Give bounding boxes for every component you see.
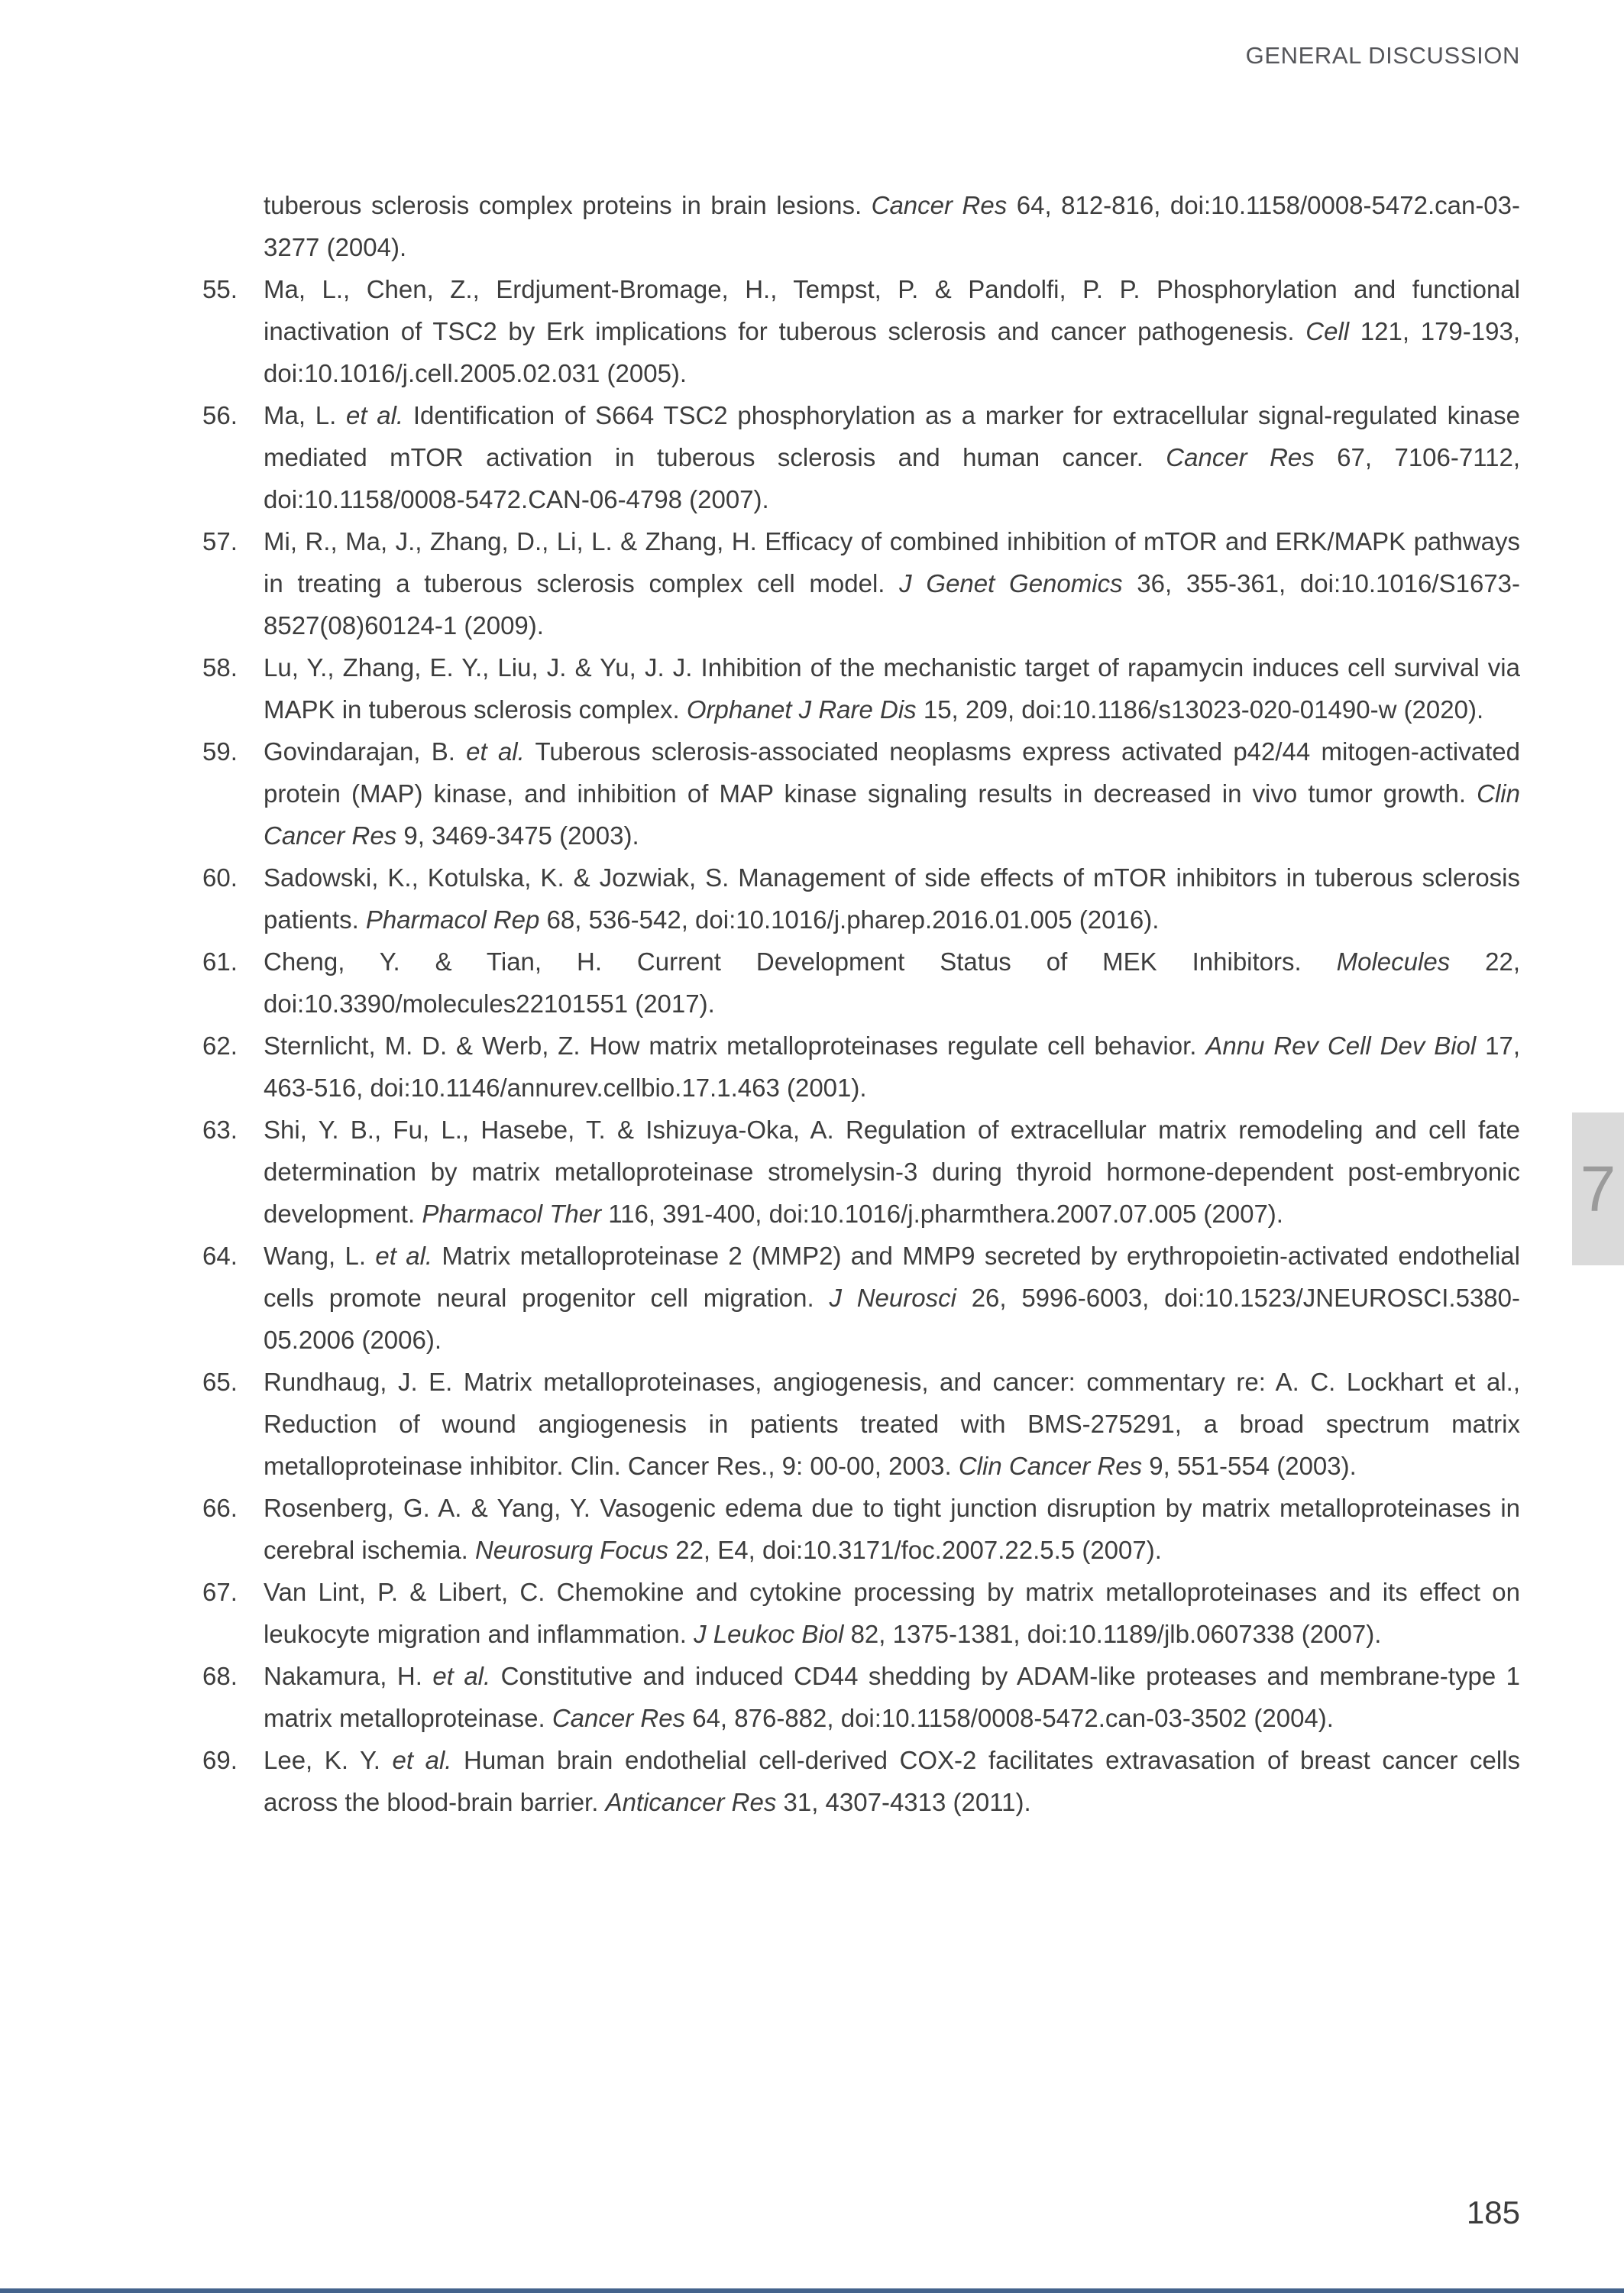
reference-item xyxy=(202,1025,1520,1109)
reference-item xyxy=(202,1655,1520,1739)
reference-number xyxy=(202,184,264,268)
reference-number: 64. xyxy=(202,1242,238,1270)
reference-number: 63. xyxy=(202,1116,238,1144)
reference-number: 68. xyxy=(202,1662,238,1690)
reference-number: 62. xyxy=(202,1032,238,1060)
page-number: 185 xyxy=(1466,2194,1520,2230)
reference-item xyxy=(202,268,1520,394)
reference-number: 65. xyxy=(202,1368,238,1396)
reference-item xyxy=(202,1109,1520,1235)
reference-number: 58. xyxy=(202,653,238,682)
reference-number: 61. xyxy=(202,947,238,976)
reference-text: Lee, K. Y. et al. Human brain endothelial cell-derived COX-2 facilitates extravasation of breast cancer cells across the blood-brain barrier. Anticancer Res 31, 4307-4313 (2011). xyxy=(264,1746,1521,1816)
reference-text: Ma, L., Chen, Z., Erdjument-Bromage, H., Tempst, P. & Pandolfi, P. P. Phosphorylation and functional inactivation of TSC2 by Erk implications for tuberous sclerosis and cancer pathogenesis. Cell 121, 179-193, doi:10.1016/j.cell.2005.02.031 (2005). xyxy=(264,275,1521,387)
chapter-number: 7 xyxy=(1580,1153,1616,1225)
reference-item xyxy=(202,1487,1520,1571)
reference-item xyxy=(202,646,1520,730)
running-header: GENERAL DISCUSSION xyxy=(1245,42,1520,69)
reference-item xyxy=(202,520,1520,646)
reference-number: 56. xyxy=(202,401,238,429)
reference-number: 60. xyxy=(202,863,238,892)
reference-item xyxy=(202,857,1520,941)
page-content xyxy=(202,0,1520,1823)
reference-item xyxy=(202,394,1520,520)
reference-item xyxy=(202,730,1520,857)
references-list xyxy=(202,184,1520,1823)
reference-text: Govindarajan, B. et al. Tuberous sclerosis-associated neoplasms express activated p42/44 mitogen-activated protein (MAP) kinase, and inhibition of MAP kinase signaling results in decreased in vivo tumor growth. Clin Cancer Res 9, 3469-3475 (2003). xyxy=(264,737,1520,850)
reference-number: 66. xyxy=(202,1494,238,1522)
reference-number: 67. xyxy=(202,1578,238,1606)
reference-item xyxy=(202,1739,1520,1823)
reference-text: tuberous sclerosis complex proteins in brain lesions. Cancer Res 64, 812-816, doi:10.1158/0008-5472.can-03-3277 (2004). xyxy=(264,191,1520,261)
reference-item xyxy=(202,941,1520,1025)
reference-text: Nakamura, H. et al. Constitutive and induced CD44 shedding by ADAM-like proteases and membrane-type 1 matrix metalloproteinase. Cancer Res 64, 876-882, doi:10.1158/0008-5472.can-03-3502 (2004). xyxy=(264,1662,1520,1732)
reference-text: Lu, Y., Zhang, E. Y., Liu, J. & Yu, J. J. Inhibition of the mechanistic target of rapamycin induces cell survival via MAPK in tuberous sclerosis complex. Orphanet J Rare Dis 15, 209, doi:10.1186/s13023-020-01490-w (2020). xyxy=(264,653,1520,724)
reference-text: Rosenberg, G. A. & Yang, Y. Vasogenic edema due to tight junction disruption by matrix metalloproteinases in cerebral ischemia. Neurosurg Focus 22, E4, doi:10.3171/foc.2007.22.5.5 (2007). xyxy=(264,1494,1520,1564)
reference-text: Rundhaug, J. E. Matrix metalloproteinases, angiogenesis, and cancer: commentary re: A. C. Lockhart et al., Reduction of wound angiogenesis in patients treated with BMS-275291, a broad spectrum matrix metalloproteinase inhibitor. Clin. Cancer Res., 9: 00-00, 2003. Clin Cancer Res 9, 551-554 (2003). xyxy=(264,1368,1520,1480)
reference-text: Cheng, Y. & Tian, H. Current Development Status of MEK Inhibitors. Molecules 22, doi:10.3390/molecules22101551 (2017). xyxy=(264,947,1521,1018)
reference-number: 55. xyxy=(202,275,238,303)
reference-text: Shi, Y. B., Fu, L., Hasebe, T. & Ishizuya-Oka, A. Regulation of extracellular matrix remodeling and cell fate determination by matrix metalloproteinase stromelysin-3 during thyroid hormone-dependent post-embryonic development. Pharmacol Ther 116, 391-400, doi:10.1016/j.pharmthera.2007.07.005 (2007). xyxy=(264,1116,1520,1228)
reference-text: Ma, L. et al. Identification of S664 TSC2 phosphorylation as a marker for extracellular signal-regulated kinase mediated mTOR activation in tuberous sclerosis and human cancer. Cancer Res 67, 7106-7112, doi:10.1158/0008-5472.CAN-06-4798 (2007). xyxy=(264,401,1521,513)
reference-item xyxy=(202,1571,1520,1655)
reference-number: 59. xyxy=(202,737,238,766)
reference-number: 57. xyxy=(202,527,238,555)
reference-text: Mi, R., Ma, J., Zhang, D., Li, L. & Zhang, H. Efficacy of combined inhibition of mTOR and ERK/MAPK pathways in treating a tuberous sclerosis complex cell model. J Genet Genomics 36, 355-361, doi:10.1016/S1673-8527(08)60124-1 (2009). xyxy=(264,527,1520,640)
reference-text: Sadowski, K., Kotulska, K. & Jozwiak, S. Management of side effects of mTOR inhibitors in tuberous sclerosis patients. Pharmacol Rep 68, 536-542, doi:10.1016/j.pharep.2016.01.005 (2016). xyxy=(264,863,1520,934)
reference-text: Sternlicht, M. D. & Werb, Z. How matrix metalloproteinases regulate cell behavior. Annu Rev Cell Dev Biol 17, 463-516, doi:10.1146/annurev.cellbio.17.1.463 (2001). xyxy=(264,1032,1520,1102)
reference-text: Wang, L. et al. Matrix metalloproteinase 2 (MMP2) and MMP9 secreted by erythropoietin-activated endothelial cells promote neural progenitor cell migration. J Neurosci 26, 5996-6003, doi:10.1523/JNEUROSCI.5380-05.2006 (2006). xyxy=(264,1242,1520,1354)
reference-number: 69. xyxy=(202,1746,238,1774)
reference-item xyxy=(202,1235,1520,1361)
page-bottom-rule xyxy=(0,2288,1624,2293)
reference-item xyxy=(202,184,1520,268)
chapter-tab xyxy=(1572,1112,1624,1265)
reference-item xyxy=(202,1361,1520,1487)
reference-text: Van Lint, P. & Libert, C. Chemokine and cytokine processing by matrix metalloproteinases and its effect on leukocyte migration and inflammation. J Leukoc Biol 82, 1375-1381, doi:10.1189/jlb.0607338 (2007). xyxy=(264,1578,1520,1648)
